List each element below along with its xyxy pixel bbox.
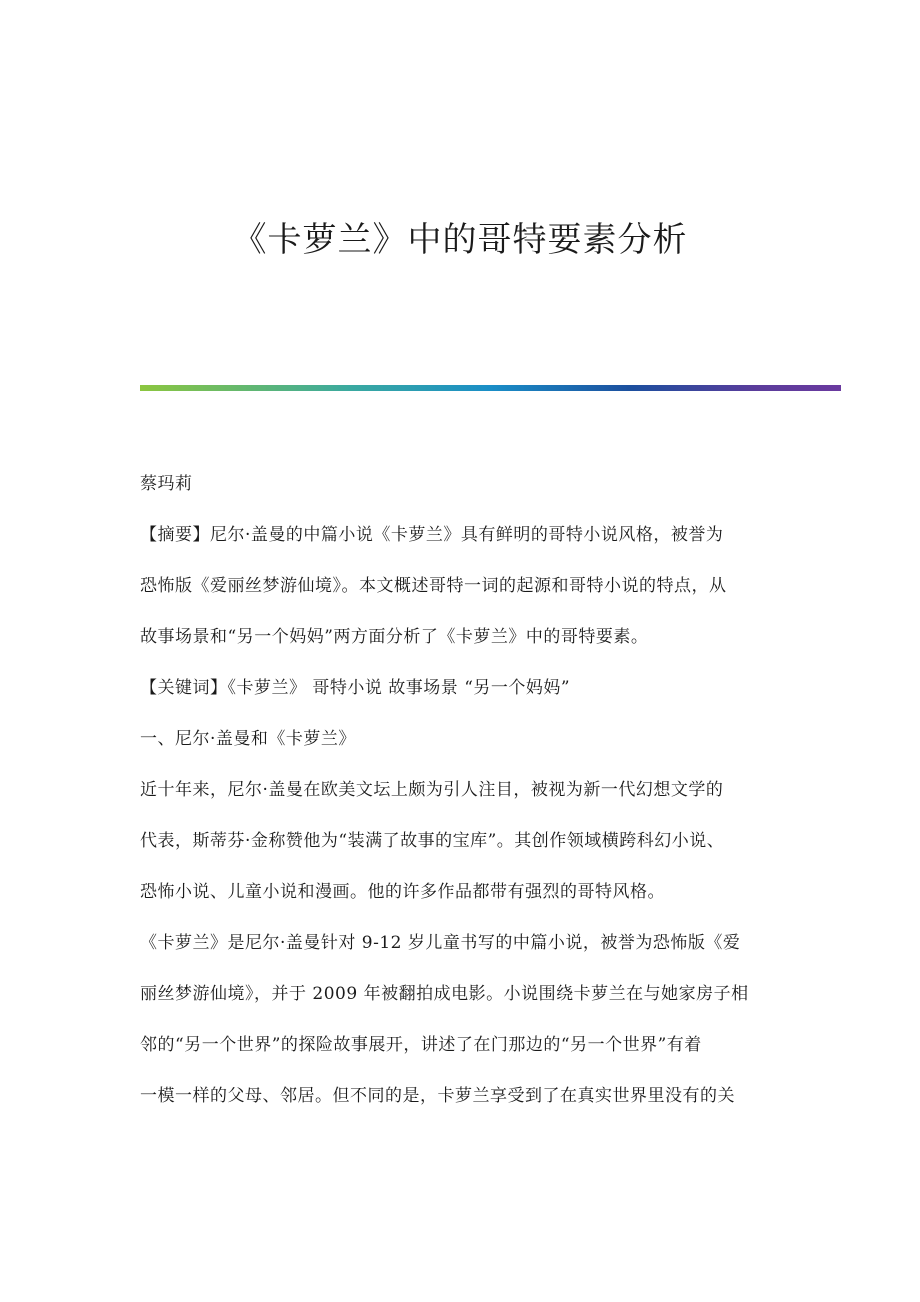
- paragraph-line: 一模一样的父母、邻居。但不同的是，卡萝兰享受到了在真实世界里没有的关: [140, 1086, 735, 1106]
- paragraph-line: 《卡萝兰》是尼尔·盖曼针对 9-12 岁儿童书写的中篇小说，被誉为恐怖版《爱: [140, 933, 741, 953]
- abstract-line: 故事场景和“另一个妈妈”两方面分析了《卡萝兰》中的哥特要素。: [140, 627, 649, 647]
- page-title: 《卡萝兰》中的哥特要素分析: [232, 220, 688, 260]
- paragraph-line: 恐怖小说、儿童小说和漫画。他的许多作品都带有强烈的哥特风格。: [140, 882, 665, 902]
- author-name: 蔡玛莉: [140, 474, 193, 494]
- paragraph: [140, 927, 800, 1131]
- paragraph-line: 邻的“另一个世界”的探险故事展开，讲述了在门那边的“另一个世界”有着: [140, 1035, 702, 1055]
- document-body: [140, 468, 800, 1131]
- title-divider-rule: [140, 385, 841, 391]
- paragraph: [140, 774, 800, 927]
- abstract-line: 【摘要】尼尔·盖曼的中篇小说《卡萝兰》具有鲜明的哥特小说风格，被誉为: [140, 525, 724, 545]
- keywords: 【关键词】《卡萝兰》 哥特小说 故事场景 “另一个妈妈”: [140, 678, 571, 698]
- abstract: [140, 519, 800, 672]
- section-heading: 一、尼尔·盖曼和《卡萝兰》: [140, 729, 356, 749]
- paragraph-line: 代表，斯蒂芬·金称赞他为“装满了故事的宝库”。其创作领域横跨科幻小说、: [140, 831, 725, 851]
- abstract-line: 恐怖版《爱丽丝梦游仙境》。本文概述哥特一词的起源和哥特小说的特点，从: [140, 576, 727, 596]
- paragraph-line: 丽丝梦游仙境》，并于 2009 年被翻拍成电影。小说围绕卡萝兰在与她家房子相: [140, 984, 749, 1004]
- paragraph-line: 近十年来，尼尔·盖曼在欧美文坛上颇为引人注目，被视为新一代幻想文学的: [140, 780, 724, 800]
